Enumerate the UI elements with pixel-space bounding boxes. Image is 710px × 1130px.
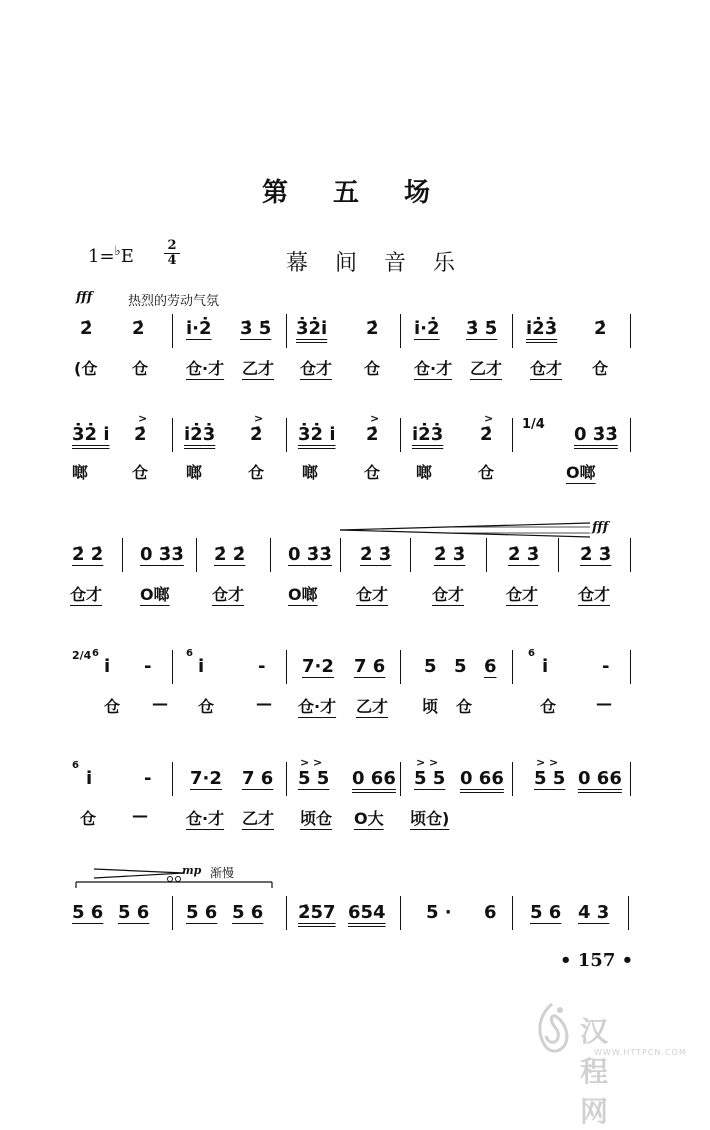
perc-syllable: 乙才 [356,697,389,716]
notes-line [0,648,710,686]
perc-syllable: 仓才 [578,585,611,604]
perc-syllable: 仓 [104,697,121,716]
time-change-value: 2/4 [72,649,92,662]
barline [512,650,513,684]
perc-syllable: 乙才 [242,359,275,378]
grace-note: 6 [186,648,193,659]
note: 7·2 [302,656,334,677]
score-row-6 [0,902,710,992]
barline [122,538,123,572]
barline [286,418,287,452]
perc-syllable: 顷 [422,697,439,716]
perc-syllable: 乙才 [470,359,503,378]
perc-syllable: 仓 [456,697,473,716]
note: 2̇ [366,318,379,339]
note: 2̇ 3̇ [508,544,540,565]
perc-syllable: 仓 [248,463,265,482]
barline [410,538,411,572]
grace-note: 6 [92,648,99,659]
notes-line [0,412,710,454]
perc-syllable: — [256,694,272,713]
percussion-line [0,460,710,490]
notes-line [0,756,710,798]
barline [630,650,631,684]
barline [270,538,271,572]
decrescendo-hairpin [74,864,274,894]
perc-syllable: 仓 [364,359,381,378]
barline [558,538,559,572]
page-number: • 157 • [560,950,634,971]
note: 5 · [426,902,452,923]
note: i̇·2̇ [186,318,212,339]
barline [172,314,173,348]
accent-mark: > [254,412,264,425]
accent-mark: > > [300,756,323,769]
dynamic-marking-start: fff [76,290,93,305]
perc-syllable: O啷 [288,585,318,604]
note: 3̇2̇i̇ [296,318,328,339]
note: 2̇ 3̇ [434,544,466,565]
note: - [144,656,152,677]
perc-syllable: 仓才 [212,585,245,604]
note: 0 66 [460,768,504,789]
note: 3̇2̇ i̇ [72,424,110,445]
barline [512,314,513,348]
perc-syllable: 啷 [416,463,433,482]
barline [630,418,631,452]
dynamic-marking-crescendo: fff [592,520,609,535]
note: 0 66 [352,768,396,789]
barline [172,896,173,930]
perc-syllable: 顷仓) [410,809,450,828]
barline [286,314,287,348]
note: 5 6 [530,902,562,923]
flat-sign: ♭ [114,244,121,259]
watermark-url: WWW.HTTPCN.COM [594,1048,687,1057]
note: 5 6 [232,902,264,923]
note: 5 5 [298,768,330,789]
perc-syllable: 仓 [132,463,149,482]
note: i̇ [86,768,93,789]
note: 5 6 [72,902,104,923]
note: i̇2̇3̇ [412,424,444,445]
note: 0 3̇3̇ [140,544,184,565]
note: 5 [424,656,437,677]
section-subtitle: 幕 间 音 乐 [286,251,465,276]
perc-syllable: — [132,806,148,825]
barline [400,418,401,452]
barline [172,762,173,796]
perc-syllable: O啷 [140,585,170,604]
time-numerator: 2 [167,238,177,253]
barline [340,538,341,572]
note: 2̇ [250,424,263,445]
note: 5 5 [534,768,566,789]
barline [630,538,631,572]
perc-syllable: — [152,694,168,713]
accent-mark: > [484,412,494,425]
note: 3̇ 5̇ [466,318,498,339]
note: 7 6 [242,768,274,789]
note: 0 3̇3̇ [288,544,332,565]
barline [512,762,513,796]
note: - [144,768,152,789]
note: i̇ [104,656,111,677]
barline [512,896,513,930]
score-row-1 [0,318,710,408]
barline [400,896,401,930]
perc-syllable: 仓才 [300,359,333,378]
perc-syllable: 仓·才 [186,359,225,378]
note: 2̇ 2̇ [72,544,104,565]
note: 0 66 [578,768,622,789]
accent-mark: > [370,412,380,425]
perc-syllable: 啷 [186,463,203,482]
notes-line [0,318,710,348]
grace-note: 6 [528,648,535,659]
perc-syllable: 仓 [364,463,381,482]
note: 2̇ [366,424,379,445]
note: 2̇ [480,424,493,445]
perc-syllable: 仓才 [356,585,389,604]
dynamic-marking-mp: mp [182,864,202,877]
perc-syllable: 仓 [80,809,97,828]
perc-syllable: 仓 [132,359,149,378]
note: 3̇ 5̇ [240,318,272,339]
barline [486,538,487,572]
note: i̇·2̇ [414,318,440,339]
barline [400,650,401,684]
perc-syllable: 顷仓 [300,809,333,828]
note: 0 3̇3̇ [574,424,618,445]
perc-syllable: 仓才 [70,585,103,604]
perc-syllable: 仓 [592,359,609,378]
expression-marking: 热烈的劳动气氛 [128,294,220,309]
barline [512,418,513,452]
perc-syllable: 仓 [198,697,215,716]
note: 2̇57 [298,902,336,923]
crescendo-hairpin [340,520,600,540]
barline [286,650,287,684]
percussion-line [0,806,710,836]
watermark-brand: 汉程网 [580,1015,611,1128]
barline [172,418,173,452]
barline [400,314,401,348]
notes-line [0,902,710,932]
accent-mark: > > [536,756,559,769]
percussion-line [0,694,710,724]
barline [286,896,287,930]
barline [628,896,629,930]
perc-syllable: 仓才 [432,585,465,604]
page-title: 第 五 场 [261,178,449,208]
score-row-3 [0,544,710,634]
expression-gradual: 渐慢 [210,866,235,880]
note: 2̇ 3̇ [580,544,612,565]
note: 7·2 [190,768,222,789]
perc-syllable: 仓·才 [414,359,453,378]
perc-syllable: — [596,694,612,713]
note: 6 [484,902,497,923]
note: 5 5 [414,768,446,789]
note: 3̇2̇ i̇ [298,424,336,445]
key-label: 1= [88,246,115,267]
accent-mark: > [138,412,148,425]
key-note: E [120,246,134,267]
perc-syllable: 仓 [478,463,495,482]
note: i̇ [198,656,205,677]
watermark-logo-icon [530,1000,574,1058]
barline [196,538,197,572]
note: 5 6 [118,902,150,923]
perc-syllable: 啷 [72,463,89,482]
time-denominator: 4 [167,253,177,268]
note: - [258,656,266,677]
note: 6 [484,656,497,677]
barline [286,762,287,796]
note: 2̇ 2̇ [214,544,246,565]
note: 2̇ [80,318,93,339]
perc-syllable: (仓 [74,359,98,378]
note: 4 3 [578,902,610,923]
percussion-line [0,582,710,612]
note: 2̇ [594,318,607,339]
barline [630,762,631,796]
time-change [522,418,545,431]
score-row-4 [0,648,710,746]
score-row-2 [0,412,710,514]
perc-syllable: O啷 [566,463,596,482]
score-row-5 [0,756,710,858]
note: i̇2̇3̇ [526,318,558,339]
time-change-value: 1/4 [522,417,545,432]
note: 2̇ 3̇ [360,544,392,565]
notes-line [0,544,710,574]
note: 5 6 [186,902,218,923]
perc-syllable: 仓 [540,697,557,716]
perc-syllable: 啷 [302,463,319,482]
barline [172,650,173,684]
note: 5 [454,656,467,677]
note: 2̇ [132,318,145,339]
perc-syllable: O大 [354,809,384,828]
note: 7 6 [354,656,386,677]
percussion-line [0,356,710,386]
note: 2̇ [134,424,147,445]
note: 654 [348,902,386,923]
accent-mark: > > [416,756,439,769]
time-change [72,650,91,661]
perc-syllable: 仓才 [506,585,539,604]
note: - [602,656,610,677]
key-signature [88,244,134,267]
perc-syllable: 乙才 [242,809,275,828]
barline [630,314,631,348]
perc-syllable: 仓·才 [298,697,337,716]
note: i̇2̇3̇ [184,424,216,445]
perc-syllable: 仓·才 [186,809,225,828]
time-signature [164,240,180,267]
barline [400,762,401,796]
perc-syllable: 仓才 [530,359,563,378]
note: i̇ [542,656,549,677]
grace-note: 6 [72,760,79,771]
